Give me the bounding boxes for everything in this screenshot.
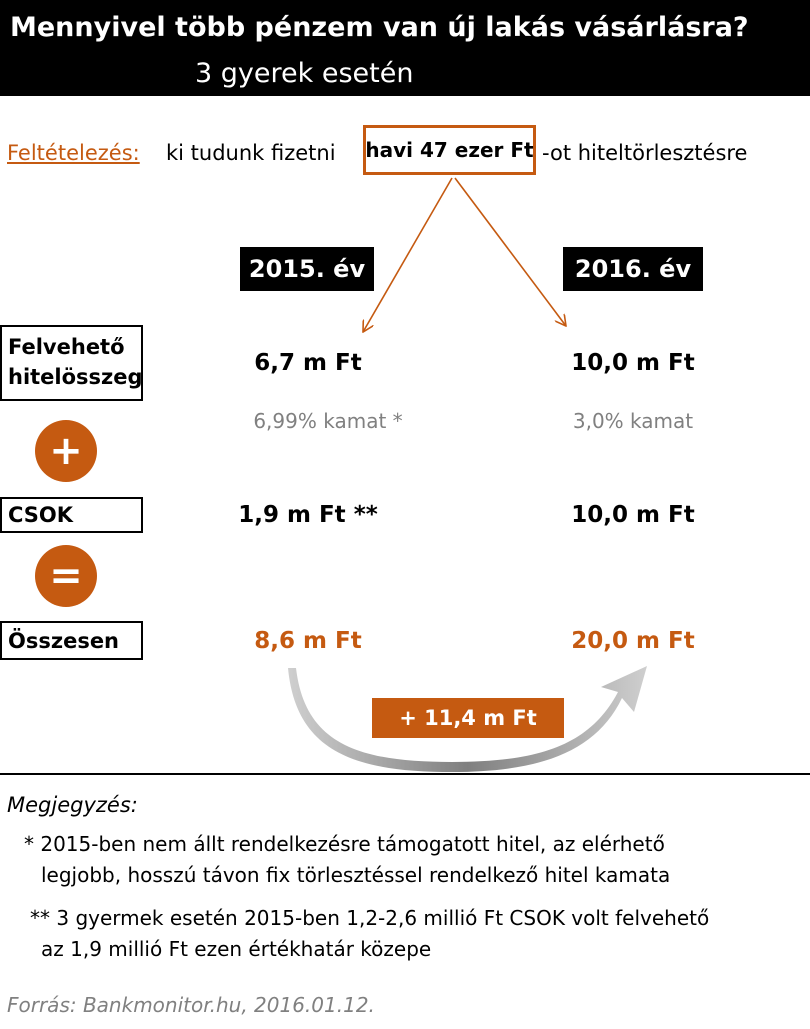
equals-icon: =: [35, 545, 97, 607]
row-label-csok: CSOK: [0, 497, 143, 533]
row-label-loan-line1: Felvehető: [8, 335, 125, 359]
page-title: Mennyivel több pénzem van új lakás vásárlásra?: [10, 12, 749, 43]
source-note: Forrás: Bankmonitor.hu, 2016.01.12.: [7, 993, 375, 1017]
loan-value-2015: 6,7 m Ft: [254, 350, 362, 376]
difference-badge: + 11,4 m Ft: [372, 698, 564, 738]
assumption-label: Feltételezés:: [7, 141, 140, 165]
plus-icon: +: [35, 420, 97, 482]
assumption-suffix: -ot hiteltörlesztésre: [542, 141, 748, 165]
arrow-to-2016: [455, 178, 566, 326]
rate-2016: 3,0% kamat: [572, 409, 694, 433]
note-2: [30, 903, 709, 965]
total-value-2016: 20,0 m Ft: [571, 628, 695, 654]
row-label-total: Összesen: [0, 621, 143, 660]
csok-value-2015: 1,9 m Ft **: [238, 502, 378, 528]
rate-2015: 6,99% kamat *: [253, 409, 403, 433]
total-value-2015: 8,6 m Ft: [254, 628, 362, 654]
year-2016-label: 2016. év: [563, 247, 703, 291]
note-2-line1: ** 3 gyermek esetén 2015-ben 1,2-2,6 millió Ft CSOK volt felvehető: [30, 906, 710, 930]
notes-title: Megjegyzés:: [7, 793, 138, 817]
row-label-loan-line2: hitelösszeg: [8, 365, 143, 389]
note-2-line2: az 1,9 millió Ft ezen értékhatár közepe: [41, 937, 432, 961]
row-label-loan: [0, 325, 143, 401]
page-subtitle: 3 gyerek esetén: [195, 58, 414, 89]
monthly-payment-box: havi 47 ezer Ft: [363, 125, 536, 175]
note-1-line2: legjobb, hosszú távon fix törlesztéssel rendelkező hitel kamata: [41, 863, 671, 887]
year-2015-label: 2015. év: [240, 247, 374, 291]
loan-value-2016: 10,0 m Ft: [571, 350, 695, 376]
note-1: [24, 829, 670, 891]
assumption-text: ki tudunk fizetni: [166, 141, 336, 165]
note-1-line1: * 2015-ben nem állt rendelkezésre támogatott hitel, az elérhető: [24, 832, 665, 856]
divider: [0, 773, 810, 775]
csok-value-2016: 10,0 m Ft: [571, 502, 695, 528]
arrow-to-2015: [363, 178, 452, 332]
